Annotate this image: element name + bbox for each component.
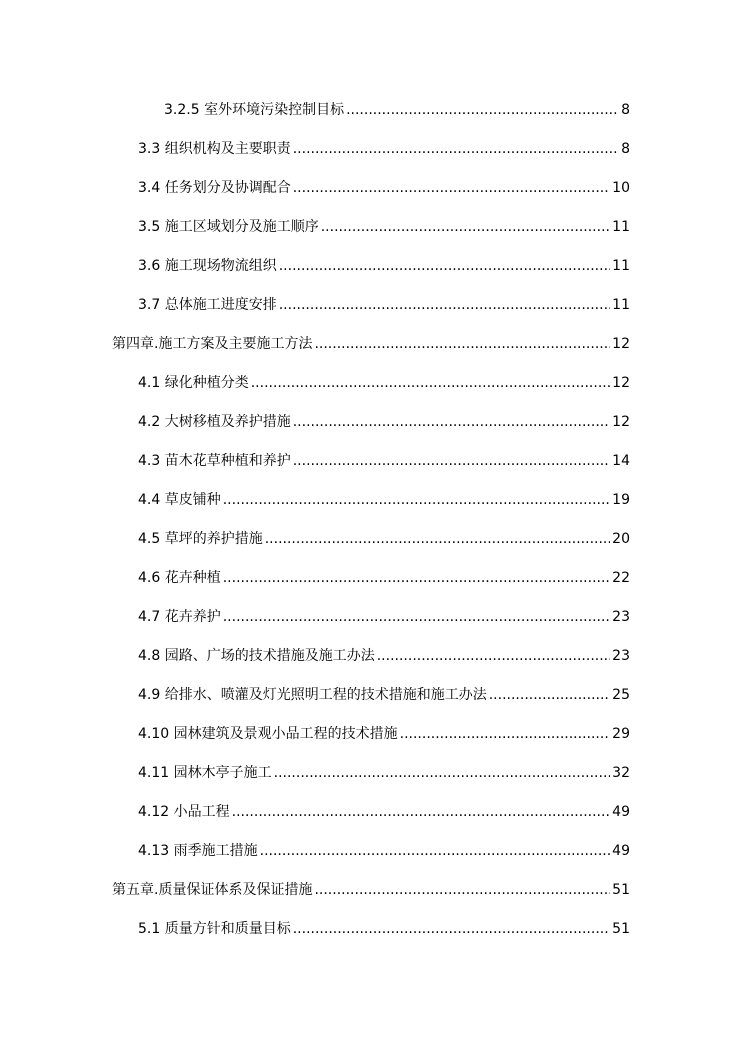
toc-entry[interactable] [138, 295, 630, 315]
toc-entry-title: 3.7 总体施工进度安排 [138, 297, 277, 313]
toc-entry[interactable] [138, 256, 630, 276]
dot-leader [223, 490, 610, 510]
dot-leader [400, 724, 611, 744]
toc-entry-page: 22 [612, 570, 630, 586]
toc-entry-page: 49 [612, 804, 630, 820]
toc-entry-title: 4.6 花卉种植 [138, 570, 221, 586]
dot-leader [346, 100, 619, 120]
dot-leader [489, 685, 610, 705]
dot-leader [293, 919, 610, 939]
toc-chapter-entry[interactable] [112, 880, 630, 900]
toc-entry[interactable] [138, 724, 630, 744]
dot-leader [279, 256, 610, 276]
toc-entry-title: 第四章.施工方案及主要施工方法 [112, 336, 313, 352]
toc-entry[interactable] [138, 568, 630, 588]
toc-entry[interactable] [138, 802, 630, 822]
toc-entry[interactable] [138, 412, 630, 432]
toc-entry-title: 3.5 施工区域划分及施工顺序 [138, 219, 319, 235]
dot-leader [377, 646, 610, 666]
toc-entry[interactable] [138, 646, 630, 666]
toc-entry[interactable] [138, 451, 630, 471]
toc-entry-page: 8 [621, 102, 630, 118]
toc-entry-title: 4.8 园路、广场的技术措施及施工办法 [138, 648, 375, 664]
toc-entry[interactable] [138, 919, 630, 939]
dot-leader [293, 451, 610, 471]
toc-entry[interactable] [164, 100, 630, 120]
dot-leader [251, 373, 610, 393]
toc-entry-page: 51 [612, 921, 630, 937]
toc-entry-title: 3.6 施工现场物流组织 [138, 258, 277, 274]
toc-entry[interactable] [138, 139, 630, 159]
toc-entry-title: 4.12 小品工程 [138, 804, 230, 820]
dot-leader [232, 802, 611, 822]
toc-entry-title: 4.7 花卉养护 [138, 609, 221, 625]
toc-entry-title: 3.4 任务划分及协调配合 [138, 180, 291, 196]
dot-leader [223, 607, 610, 627]
toc-entry-title: 4.3 苗木花草种植和养护 [138, 453, 291, 469]
toc-entry[interactable] [138, 841, 630, 861]
toc-entry-page: 49 [612, 843, 630, 859]
dot-leader [223, 568, 610, 588]
dot-leader [279, 295, 610, 315]
toc-entry-page: 11 [612, 258, 630, 274]
toc-entry-title: 4.9 给排水、喷灌及灯光照明工程的技术措施和施工办法 [138, 687, 487, 703]
toc-entry-page: 29 [612, 726, 630, 742]
dot-leader [260, 841, 611, 861]
dot-leader [293, 139, 619, 159]
dot-leader [274, 763, 611, 783]
toc-entry-page: 12 [612, 414, 630, 430]
toc-entry-title: 4.5 草坪的养护措施 [138, 531, 263, 547]
toc-entry[interactable] [138, 178, 630, 198]
toc-entry[interactable] [138, 490, 630, 510]
dot-leader [265, 529, 610, 549]
toc-entry-page: 25 [612, 687, 630, 703]
toc-entry[interactable] [138, 763, 630, 783]
toc-entry-page: 8 [621, 141, 630, 157]
toc-entry[interactable] [138, 607, 630, 627]
toc-entry-page: 23 [612, 648, 630, 664]
toc-chapter-entry[interactable] [112, 334, 630, 354]
toc-entry-title: 4.2 大树移植及养护措施 [138, 414, 291, 430]
dot-leader [321, 217, 610, 237]
toc-entry-page: 12 [612, 375, 630, 391]
toc-entry-title: 4.1 绿化种植分类 [138, 375, 249, 391]
toc-entry-page: 10 [612, 180, 630, 196]
dot-leader [314, 334, 610, 354]
toc-entry[interactable] [138, 685, 630, 705]
toc-entry-title: 4.4 草皮铺种 [138, 492, 221, 508]
dot-leader [314, 880, 610, 900]
toc-entry-title: 4.10 园林建筑及景观小品工程的技术措施 [138, 726, 398, 742]
dot-leader [293, 178, 610, 198]
toc-entry-title: 第五章.质量保证体系及保证措施 [112, 882, 313, 898]
toc-entry-page: 51 [612, 882, 630, 898]
toc-entry-page: 11 [612, 219, 630, 235]
dot-leader [293, 412, 610, 432]
toc-entry-page: 32 [612, 765, 630, 781]
toc-entry[interactable] [138, 373, 630, 393]
toc-entry-title: 3.3 组织机构及主要职责 [138, 141, 291, 157]
toc-entry-title: 4.11 园林木亭子施工 [138, 765, 272, 781]
toc-entry-title: 4.13 雨季施工措施 [138, 843, 258, 859]
toc-entry[interactable] [138, 529, 630, 549]
toc-entry-page: 20 [612, 531, 630, 547]
toc-entry-page: 12 [612, 336, 630, 352]
toc-entry-page: 23 [612, 609, 630, 625]
toc-entry-page: 19 [612, 492, 630, 508]
toc-entry-page: 14 [612, 453, 630, 469]
toc-entry-page: 11 [612, 297, 630, 313]
toc-entry-title: 3.2.5 室外环境污染控制目标 [164, 102, 345, 118]
toc-entry-title: 5.1 质量方针和质量目标 [138, 921, 291, 937]
toc-entry[interactable] [138, 217, 630, 237]
